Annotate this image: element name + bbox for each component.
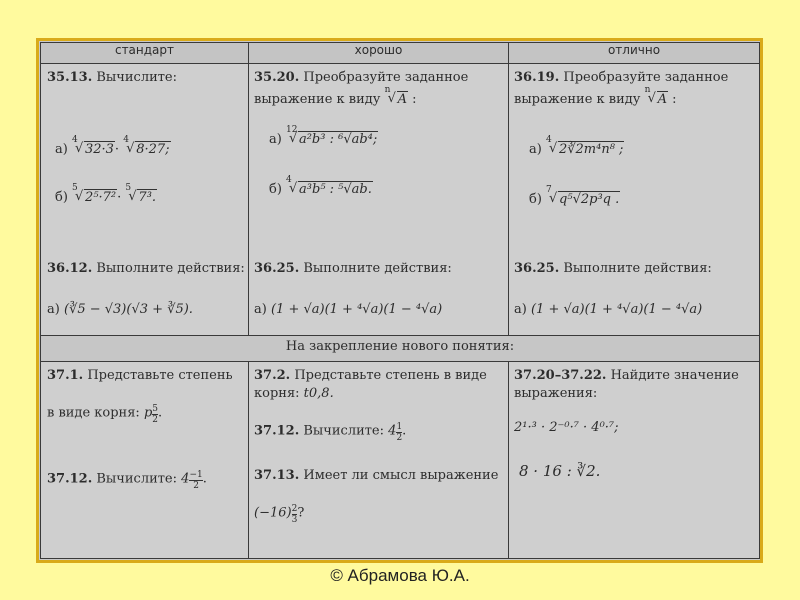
header-row [41,43,760,64]
task-text: выражение к виду [514,92,641,107]
expression: 8 · 16 : ∛2. [519,462,601,480]
task-number: 37.13. [254,468,300,483]
expression: 4 [181,471,190,487]
expression: 4 [388,423,397,439]
task-text: Вычислите: [303,423,385,439]
task-number: 37.12. [254,423,300,439]
header-excellent: отлично [509,43,760,64]
header-good: хорошо [249,43,509,64]
cell-standard-2: 37.1. Представьте степень в виде корня: p $\frac{5}{2}$ . 37.12. Вычислите: 4 $\frac{-1}{2}$ . [41,362,249,559]
radicand: A [657,92,667,107]
copyright-footer: © Абрамова Ю.А. [330,566,470,585]
task-number: 35.13. [47,70,93,85]
item-label: а) [55,142,68,157]
radicand: 7³. [138,190,157,205]
task-number: 36.25. [514,261,560,276]
task-number: 37.2. [254,368,291,383]
expression: (1 + √a)(1 + ⁴√a)(1 − ⁴√a) [530,302,703,317]
exponent: $\frac{1}{2}$ [396,422,403,443]
task-text: Преобразуйте заданное [563,70,729,85]
exponent: $\frac{2}{3}$ [291,504,298,525]
divider-text: На закрепление нового понятия: [41,336,760,362]
task-text: Представьте степень в виде [294,368,487,383]
cell-good-1: 35.20. Преобразуйте заданное выражение к виду n √ A : а) 12 √ a²b³ : ⁶√ab⁴; б) 4 √ a³b⁵ : ⁵√ab. 36.25. Выполните действия: а) (1 + √a)(1 + ⁴√a)(1 − ⁴√a) [249,64,509,336]
expression: 2∛2m⁴n⁸ ; [558,142,624,157]
radicand: 8·27; [136,142,170,157]
radicand: 2⁵·7² [85,190,117,205]
task-number: 37.1. [47,368,84,383]
expression: q⁵√2p³q . [559,192,620,207]
task-text: Выполните действия: [563,261,712,276]
expression: a³b⁵ : ⁵√ab. [299,182,372,197]
expression: p [143,405,153,421]
exponent: $\frac{-1}{2}$ [189,470,203,491]
task-text: Выполните действия: [96,261,245,276]
task-text: Преобразуйте заданное [303,70,469,85]
radicand: 32·3 [84,142,114,157]
task-text: Найдите значение [610,368,739,383]
item-label: а) [47,302,60,317]
task-number: 37.12. [47,471,93,487]
cell-good-2: 37.2. Представьте степень в виде корня: t0,8. 37.12. Вычислите: 4 $\frac{1}{2}$ . 37.13. Имеет ли смысл выражение (−16) $\frac{2}{3}$ ? [249,362,509,559]
exponent: $\frac{5}{2}$ [152,404,158,425]
task-number: 36.19. [514,70,560,85]
task-text: Вычислите: [96,471,178,487]
task-number: 35.20. [254,70,300,85]
header-standard: стандарт [41,43,249,64]
item-label: а) [269,132,282,147]
task-text: корня: [254,386,300,401]
item-label: б) [269,182,282,197]
task-text: выражения: [514,386,598,401]
cell-excellent-2 [509,362,760,559]
radicand: A [397,92,407,107]
item-label: а) [254,302,267,317]
item-label: б) [529,192,542,207]
cell-excellent-1: 36.19. Преобразуйте заданное выражение к виду n √ A : а) 4 √ 2∛2m⁴n⁸ ; б) 7 √ q⁵√2p³q . 36.25. Выполните действия: а) (1 + √a)(1 + ⁴√a)(1 − ⁴√a) [509,64,760,336]
expression: (−16) [254,505,292,521]
divider-row [41,336,760,362]
item-label: б) [55,190,68,205]
task-text: Представьте степень [87,368,233,383]
task-text: в виде корня: [47,405,140,421]
expression: a²b³ : ⁶√ab⁴; [298,132,378,147]
task-number: 36.25. [254,261,300,276]
tasks-row-1 [41,64,760,336]
task-text: Выполните действия: [303,261,452,276]
expression: t0,8. [303,386,334,401]
task-number: 36.12. [47,261,93,276]
item-label: а) [529,142,542,157]
cell-standard-1: 35.13. Вычислите: а) 4 √ 32·3· 4 √ 8·27; б) 5 √ 2⁵·7²· 5 √ 7³. 36.12. Выполните действия: а) (∛5 − √3)(√3 + ∛5). [41,64,249,336]
expression: (1 + √a)(1 + ⁴√a)(1 − ⁴√a) [270,302,443,317]
tasks-row-2 [41,362,760,559]
task-text: Вычислите: [96,70,178,85]
expression: (∛5 − √3)(√3 + ∛5). [63,302,193,317]
task-text: Имеет ли смысл выражение [303,468,499,483]
task-number: 37.20–37.22. [514,368,607,383]
item-label: а) [514,302,527,317]
task-text: выражение к виду [254,92,381,107]
expression: 2¹·³ · 2⁻⁰·⁷ · 4⁰·⁷; [514,420,619,435]
task-table [40,42,760,559]
